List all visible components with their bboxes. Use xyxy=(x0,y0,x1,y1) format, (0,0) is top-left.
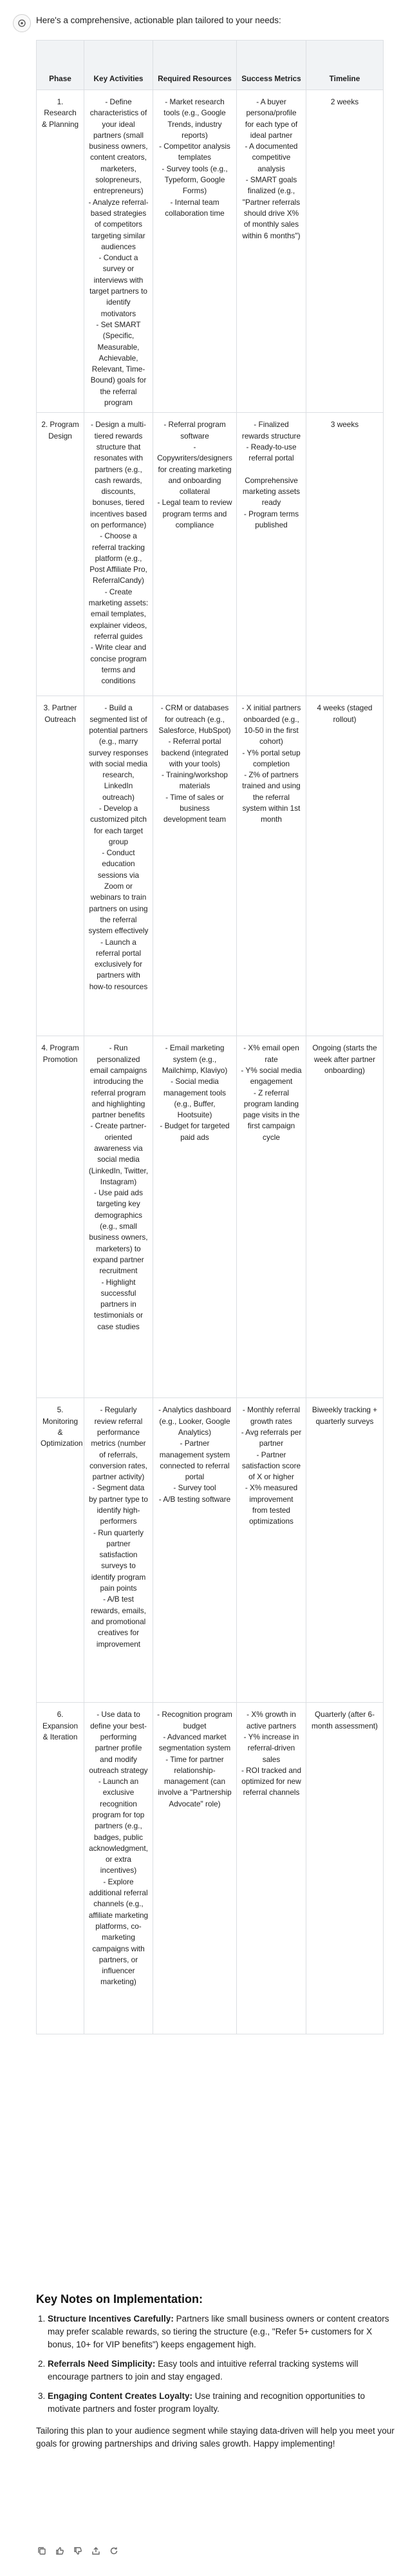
cell-line: - CRM or databases for outreach (e.g., Salesforce, HubSpot) xyxy=(158,703,231,735)
cell-metrics xyxy=(237,1703,306,2034)
cell-line: - Choose a referral tracking platform (e.g., Post Affiliate Pro, ReferralCandy) xyxy=(89,531,147,585)
cell-line: - Explore additional referral channels (e.g., affiliate marketing platforms, co-marketing campaigns with partners, or influencer marketing) xyxy=(88,1877,149,1987)
cell-line: - Copywriters/designers for creating marketing and onboarding collateral xyxy=(157,442,232,497)
cell-line: - Segment data by partner type to identify high-performers xyxy=(89,1483,148,1526)
cell-line: - Z% of partners trained and using the referral system within 1st month xyxy=(242,770,301,824)
cell-line: Comprehensive marketing assets ready xyxy=(242,475,301,507)
header-timeline: Timeline xyxy=(306,41,384,90)
plan-table xyxy=(36,40,410,2034)
cell-line: - Conduct education sessions via Zoom or webinars to train partners on using the referral system effectively xyxy=(88,848,149,936)
thumbs-down-icon[interactable] xyxy=(72,2545,84,2557)
assistant-avatar xyxy=(13,14,31,32)
cell-line: - Finalized rewards structure xyxy=(241,420,301,440)
note-heading: Engaging Content Creates Loyalty: xyxy=(48,2391,193,2401)
cell-line: - Conduct a survey or interviews with target partners to identify motivators xyxy=(89,253,147,318)
cell-timeline: Ongoing (starts the week after partner onboarding) xyxy=(306,1036,384,1398)
cell-line: - Social media management tools (e.g., Buffer, Hootsuite) xyxy=(163,1077,227,1120)
cell-line: - Regularly review referral performance metrics (number of referrals, conversion rates, partner activity) xyxy=(89,1405,147,1482)
note-text: Partners like small business owners or content creators may prefer scalable rewards, so tiering the structure (e.g., "Refer 5+ customers for X bonus, 10+ for VIP benefits") keeps engagement high. xyxy=(48,2314,389,2349)
assistant-logo-icon xyxy=(17,18,27,28)
cell-line: - Partner satisfaction score of X or higher xyxy=(241,1450,301,1482)
cell-line: - Legal team to review program terms and compliance xyxy=(157,498,232,529)
cell-metrics xyxy=(237,696,306,1036)
cell-line: - Time for partner relationship-management (can involve a "Partnership Advocate" role) xyxy=(158,1754,232,1808)
cell-resources xyxy=(153,1703,237,2034)
cell-line: - Design a multi-tiered rewards structure that resonates with partners (e.g., cash rewards, discounts, bonuses, tiered incentives based on performance) xyxy=(90,420,147,529)
header-phase: Phase xyxy=(37,41,84,90)
cell-timeline: 4 weeks (staged rollout) xyxy=(306,696,384,1036)
cell-resources xyxy=(153,1398,237,1703)
cell-line: - Develop a customized pitch for each target group xyxy=(90,803,147,846)
cell-activities xyxy=(84,413,153,696)
cell-line: - SMART goals finalized (e.g., "Partner referrals should drive X% of monthly sales within 6 months") xyxy=(242,175,301,240)
cell-line: - Recognition program budget xyxy=(157,1710,232,1730)
cell-phase: 4. Program Promotion xyxy=(37,1036,84,1398)
cell-line: - Ready-to-use referral portal xyxy=(246,442,297,463)
cell-line: - Analytics dashboard (e.g., Looker, Google Analytics) xyxy=(158,1405,231,1437)
cell-line: - Budget for targeted paid ads xyxy=(160,1121,230,1142)
cell-activities xyxy=(84,1703,153,2034)
note-text: Use training and recognition opportunities to motivate partners and foster program loyalty. xyxy=(48,2391,365,2414)
cell-line: - X initial partners onboarded (e.g., 10-50 in the first cohort) xyxy=(241,703,301,746)
cell-line: - ROI tracked and optimized for new referral channels xyxy=(241,1765,302,1797)
table-row xyxy=(37,1036,410,1398)
cell-line: - Survey tools (e.g., Typeform, Google Forms) xyxy=(162,164,228,196)
notes-title: Key Notes on Implementation: xyxy=(36,2293,203,2306)
cell-line: - Referral program software xyxy=(163,420,226,440)
cell-metrics xyxy=(237,1398,306,1703)
cell-line: - Competitor analysis templates xyxy=(159,142,230,162)
cell-line: - Define characteristics of your ideal partners (small business owners, content creators, marketers, solopreneurs, entrepreneurs) xyxy=(89,97,148,196)
thumbs-up-icon[interactable] xyxy=(54,2545,66,2557)
note-heading: Structure Incentives Carefully: xyxy=(48,2314,174,2324)
cell-line: - Analyze referral-based strategies of competitors targeting similar audiences xyxy=(88,197,149,251)
cell-line: - Use paid ads targeting key demographics (e.g., small business owners, marketers) to expand partner recruitment xyxy=(89,1188,148,1276)
message-actions xyxy=(36,2545,120,2557)
cell-line: - A/B testing software xyxy=(158,1494,231,1504)
cell-phase: 6. Expansion & Iteration xyxy=(37,1703,84,2034)
header-key-activities: Key Activities xyxy=(84,41,153,90)
cell-line: - Launch an exclusive recognition program for top partners (e.g., badges, public acknowledgment, or extra incentives) xyxy=(89,1777,148,1875)
copy-icon[interactable] xyxy=(36,2545,48,2557)
cell-line: - Advanced market segmentation system xyxy=(158,1732,231,1753)
cell-phase: 5. Monitoring & Optimization xyxy=(37,1398,84,1703)
note-item xyxy=(48,2390,396,2416)
cell-activities xyxy=(84,1036,153,1398)
cell-line: - Y% social media engagement xyxy=(241,1065,302,1086)
cell-line: - Create partner-oriented awareness via social media (LinkedIn, Twitter, Instagram) xyxy=(88,1121,149,1186)
cell-line: - Y% portal setup completion xyxy=(242,748,301,768)
cell-timeline: 2 weeks xyxy=(306,90,384,413)
cell-activities xyxy=(84,90,153,413)
cell-line: - X% measured improvement from tested optimizations xyxy=(245,1483,298,1526)
cell-timeline: Biweekly tracking + quarterly surveys xyxy=(306,1398,384,1703)
header-success-metrics: Success Metrics xyxy=(237,41,306,90)
note-item xyxy=(48,2313,396,2351)
cell-line: - A/B test rewards, emails, and promotional creatives for improvement xyxy=(91,1595,146,1649)
cell-timeline: Quarterly (after 6-month assessment) xyxy=(306,1703,384,2034)
cell-resources xyxy=(153,696,237,1036)
cell-activities xyxy=(84,696,153,1036)
cell-line: - Launch a referral portal exclusively for partners with how-to resources xyxy=(89,937,148,991)
table-row xyxy=(37,1703,410,2034)
cell-resources xyxy=(153,90,237,413)
cell-line: - Run quarterly partner satisfaction surveys to identify program pain points xyxy=(91,1528,146,1593)
cell-line xyxy=(241,464,302,475)
cell-line: - Monthly referral growth rates xyxy=(242,1405,301,1426)
table-row xyxy=(37,696,410,1036)
cell-activities xyxy=(84,1398,153,1703)
cell-line: - Set SMART (Specific, Measurable, Achievable, Relevant, Time-Bound) goals for the referral program xyxy=(90,319,147,408)
cell-timeline: 3 weeks xyxy=(306,413,384,696)
cell-metrics xyxy=(237,1036,306,1398)
cell-line: - Create marketing assets: email templates, explainer videos, referral guides xyxy=(88,587,149,641)
closing-text: Tailoring this plan to your audience segment while staying data-driven will help you meet your goals for growing partnerships and driving sales growth. Happy implementing! xyxy=(36,2426,395,2448)
note-item xyxy=(48,2358,396,2383)
cell-line: - Avg referrals per partner xyxy=(241,1427,302,1448)
cell-line: - X% growth in active partners xyxy=(246,1710,297,1730)
plan-table-container[interactable] xyxy=(36,40,410,2034)
cell-line: - Program terms published xyxy=(243,509,299,529)
cell-resources xyxy=(153,1036,237,1398)
cell-line: - A buyer persona/profile for each type of ideal partner xyxy=(245,97,298,140)
notes-list xyxy=(36,2313,396,2416)
share-icon[interactable] xyxy=(90,2545,102,2557)
table-row xyxy=(37,413,410,696)
cell-phase: 3. Partner Outreach xyxy=(37,696,84,1036)
cell-line: - Market research tools (e.g., Google Trends, industry reports) xyxy=(163,97,226,140)
cell-line: - Z referral program landing page visits in the first campaign cycle xyxy=(243,1088,300,1142)
table-row xyxy=(37,1398,410,1703)
cell-line: - Referral portal backend (integrated with your tools) xyxy=(161,737,228,768)
regenerate-icon[interactable] xyxy=(108,2545,120,2557)
cell-line: - Run personalized email campaigns introducing the referral program and highlighting partner benefits xyxy=(89,1043,147,1120)
note-heading: Referrals Need Simplicity: xyxy=(48,2359,156,2369)
cell-line: - A documented competitive analysis xyxy=(245,142,298,173)
cell-line: - X% email open rate xyxy=(243,1043,299,1064)
cell-line: - Build a segmented list of potential partners (e.g., marry survey responses with social media research, LinkedIn outreach) xyxy=(88,703,149,802)
cell-line: - Time of sales or business development team xyxy=(163,792,227,824)
cell-line: - Y% increase in referral-driven sales xyxy=(243,1732,299,1764)
table-row xyxy=(37,90,410,413)
cell-metrics xyxy=(237,413,306,696)
intro-text: Here's a comprehensive, actionable plan tailored to your needs: xyxy=(36,15,281,25)
cell-line: - Write clear and concise program terms and conditions xyxy=(90,643,147,686)
cell-phase: 2. Program Design xyxy=(37,413,84,696)
cell-line: - Use data to define your best-performing partner profile and modify outreach strategy xyxy=(89,1710,148,1775)
cell-metrics xyxy=(237,90,306,413)
header-required-resources: Required Resources xyxy=(153,41,237,90)
cell-line: - Email marketing system (e.g., Mailchimp, Klaviyo) xyxy=(162,1043,228,1075)
implementation-notes xyxy=(36,2293,396,2450)
cell-phase: 1. Research & Planning xyxy=(37,90,84,413)
note-text: Easy tools and intuitive referral tracking systems will encourage partners to join and stay engaged. xyxy=(48,2359,359,2382)
cell-line: - Survey tool xyxy=(173,1483,216,1493)
cell-line: - Highlight successful partners in testimonials or case studies xyxy=(93,1277,144,1331)
cell-line: - Partner management system connected to referral portal xyxy=(159,1439,230,1482)
cell-resources xyxy=(153,413,237,696)
cell-line: - Internal team collaboration time xyxy=(165,197,225,218)
table-header-row xyxy=(37,41,410,90)
cell-line: - Training/workshop materials xyxy=(162,770,228,791)
